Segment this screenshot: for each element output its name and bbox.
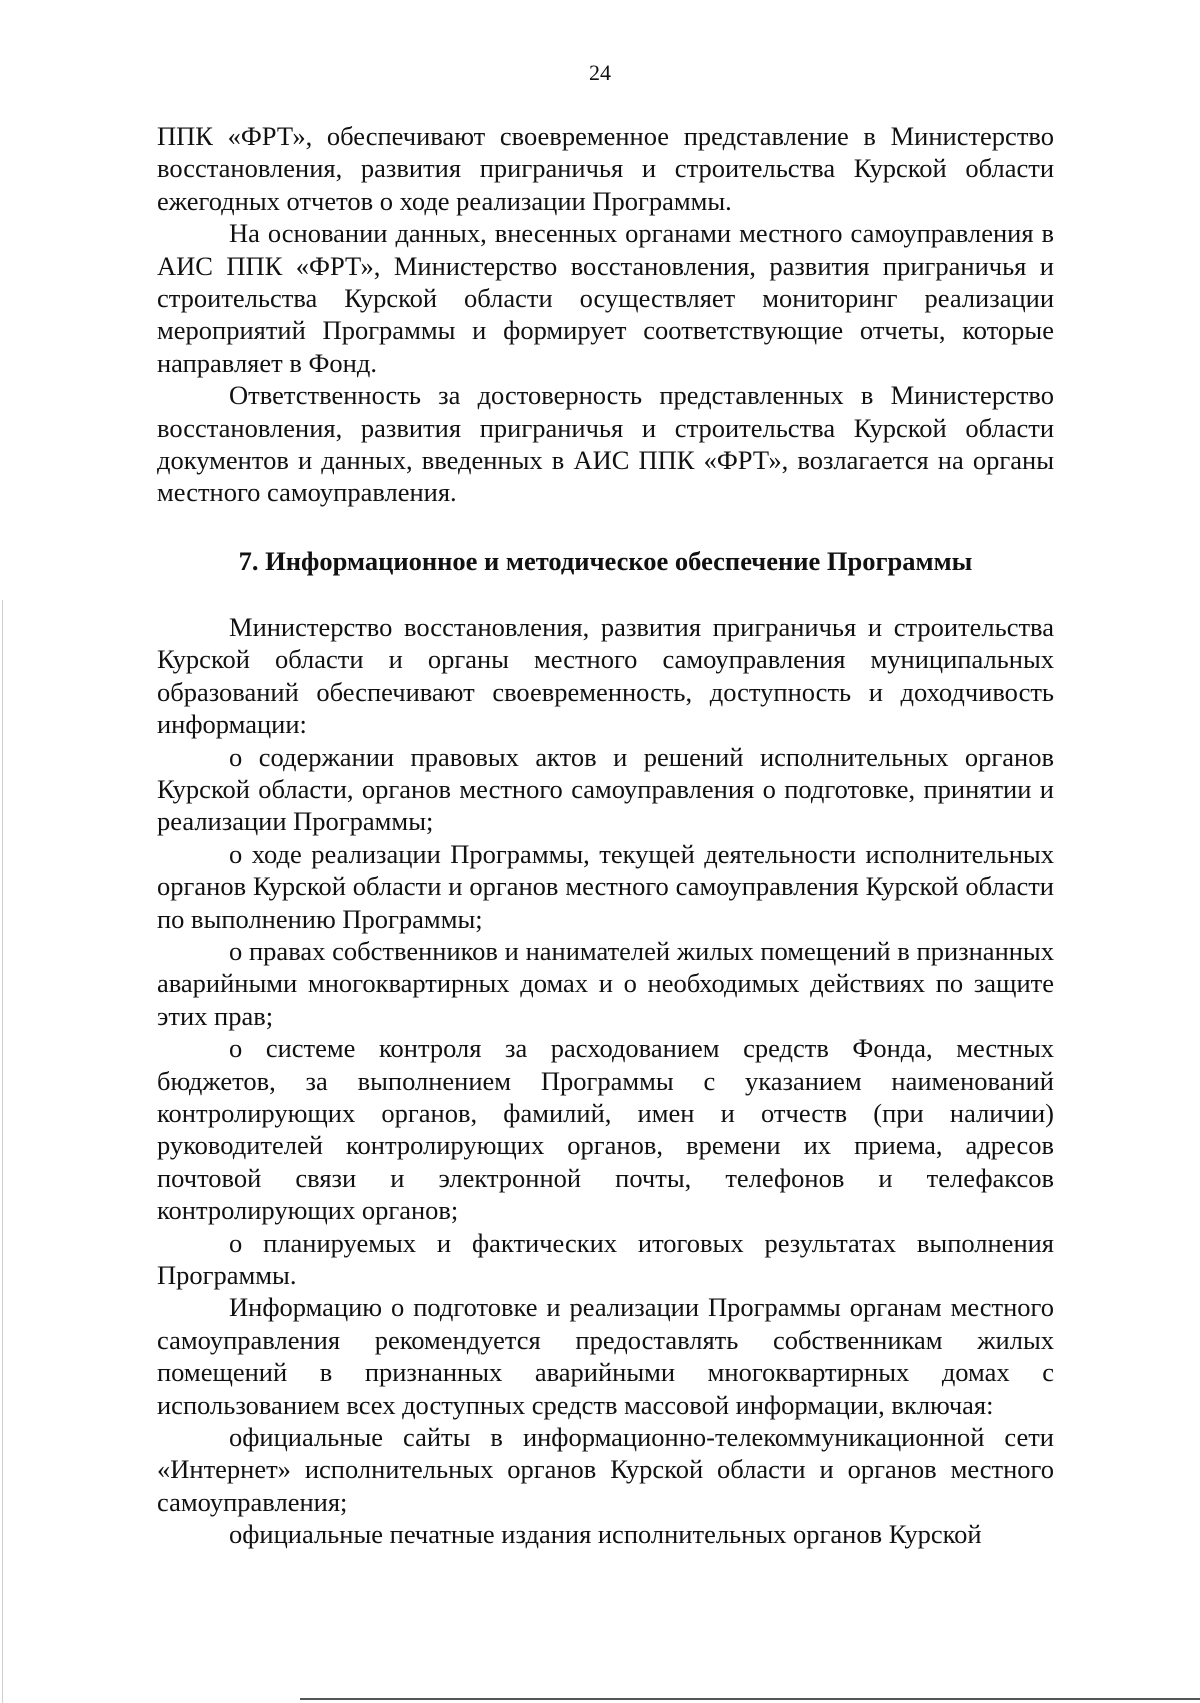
list-item: о ходе реализации Программы, текущей деятельности исполнительных органов Курской области и органов местного самоуправления Курской области по выполнению Программы; (157, 838, 1054, 934)
scan-edge-left (2, 600, 3, 1703)
paragraph: На основании данных, внесенных органами местного самоуправления в АИС ППК «ФРТ», Министерство восстановления, развития приграничья и строительства Курской области осуществляет мониторинг реализации мероприятий Программы и формирует соответствующие отчеты, которые направляет в Фонд. (157, 218, 1054, 378)
list-item: о планируемых и фактических итоговых результатах выполнения Программы. (157, 1227, 1054, 1290)
list-item: о правах собственников и нанимателей жилых помещений в признанных аварийными многоквартирных домах и о необходимых действиях по защите этих прав; (157, 935, 1054, 1031)
page-number: 24 (589, 60, 611, 85)
paragraph: Ответственность за достоверность представленных в Министерство восстановления, развития приграничья и строительства Курской области документов и данных, введенных в АИС ППК «ФРТ», возлагается на органы местного самоуправления. (157, 380, 1054, 508)
list-item: о содержании правовых актов и решений исполнительных органов Курской области, органов местного самоуправления о подготовке, принятии и реализации Программы; (157, 741, 1054, 837)
list-item: о системе контроля за расходованием средств Фонда, местных бюджетов, за выполнением Программы с указанием наименований контролирующих органов, фамилий, имен и отчеств (при наличии) руководителей контролирующих органов, времени их приема, адресов почтовой связи и электронной почты, телефонов и телефаксов контролирующих органов; (157, 1033, 1054, 1226)
paragraph: Министерство восстановления, развития приграничья и строительства Курской области и органы местного самоуправления муниципальных образований обеспечивают своевременность, доступность и доходчивость информации: (157, 611, 1054, 740)
list-item: официальные печатные издания исполнительных органов Курской (229, 1519, 982, 1550)
paragraph: Информацию о подготовке и реализации Программы органам местного самоуправления рекомендуется предоставлять собственникам жилых помещений в признанных аварийными многоквартирных домах с использованием всех доступных средств массовой информации, включая: (157, 1292, 1054, 1420)
list-item: официальные сайты в информационно-телекоммуникационной сети «Интернет» исполнительных органов Курской области и органов местного самоуправления; (157, 1422, 1054, 1517)
scan-edge-bottom (300, 1698, 1200, 1700)
section-heading: 7. Информационное и методическое обеспечение Программы (238, 545, 973, 576)
paragraph: ППК «ФРТ», обеспечивают своевременное представление в Министерство восстановления, развития приграничья и строительства Курской области ежегодных отчетов о ходе реализации Программы. (157, 121, 1054, 216)
document-body (157, 120, 1054, 1551)
